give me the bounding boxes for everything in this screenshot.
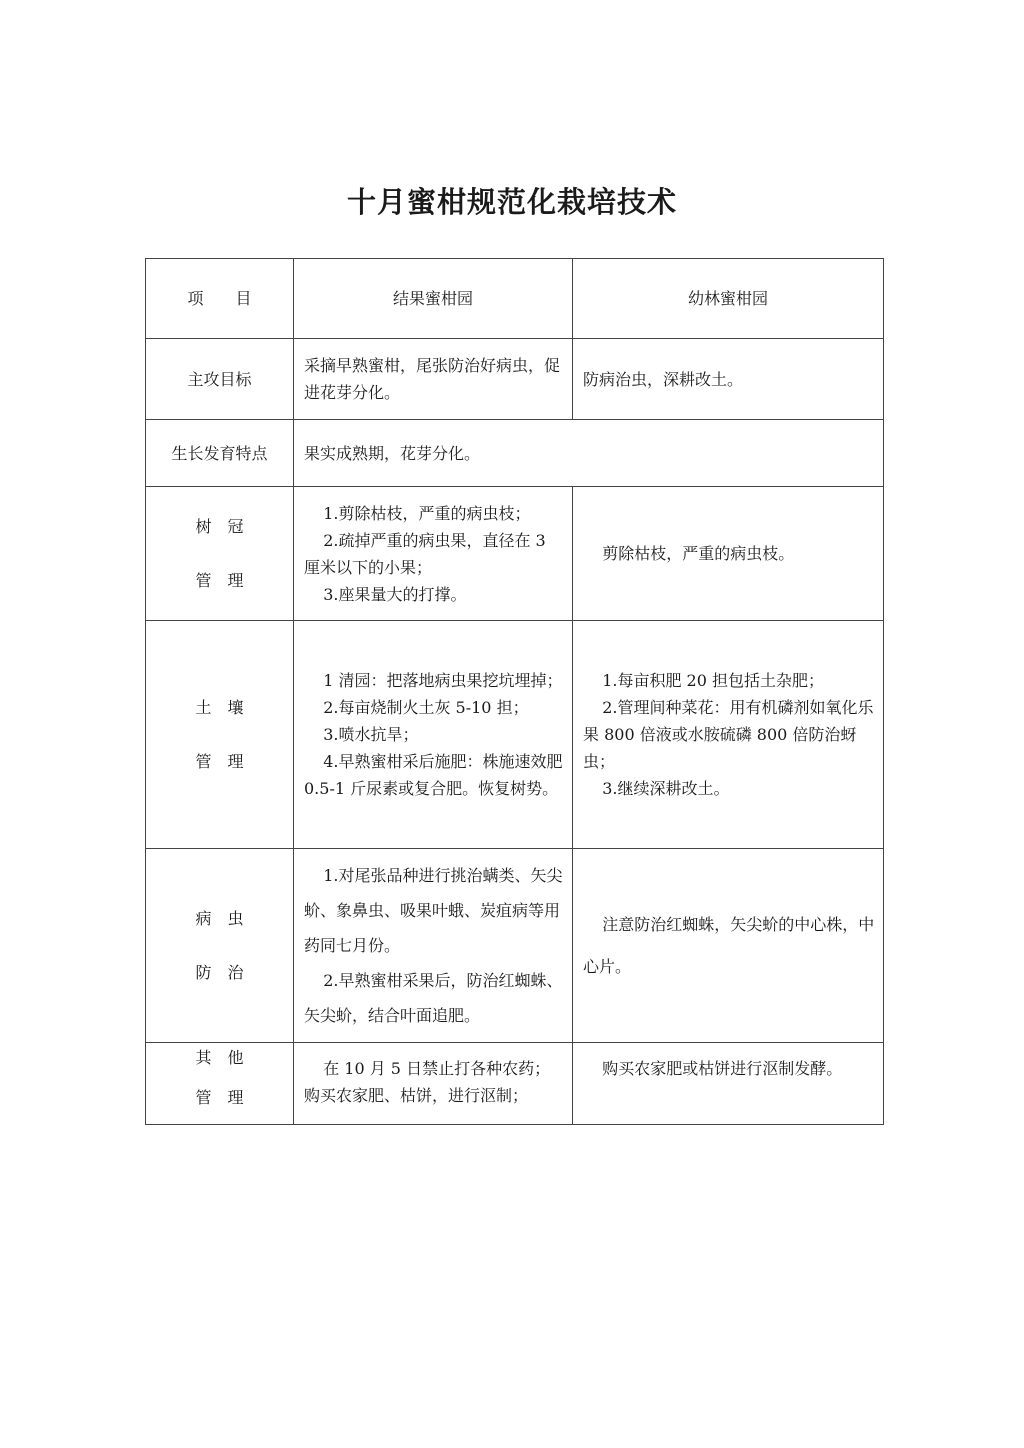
soil-fruiting-item: 3.喷水抗旱； xyxy=(323,725,419,744)
crown-label-line1: 树 冠 xyxy=(195,516,244,536)
crown-fruiting-item: 2.疏掉严重的病虫果，直径在 3 厘米以下的小果； xyxy=(304,530,546,577)
pest-label-line2: 防 治 xyxy=(195,962,244,982)
other-young-text: 购买农家肥或枯饼进行沤制发酵。 xyxy=(602,1059,843,1078)
table-row-crown xyxy=(146,487,884,621)
soil-label-line2: 管 理 xyxy=(195,751,244,771)
target-young-text: 防病治虫，深耕改土。 xyxy=(583,369,744,389)
pest-label-line1: 病 虫 xyxy=(195,908,244,928)
other-label-line2: 管 理 xyxy=(195,1088,244,1107)
soil-fruiting-item: 1 清园：把落地病虫果挖坑埋掉； xyxy=(323,671,563,690)
soil-young-item: 2.管理间种菜花：用有机磷剂如氧化乐果 800 倍液或水胺硫磷 800 倍防治蚜虫； xyxy=(583,698,874,771)
crown-fruiting-item: 3.座果量大的打撑。 xyxy=(323,584,467,604)
target-fruiting-text: 采摘早熟蜜柑，尾张防治好病虫，促进花芽分化。 xyxy=(304,356,561,402)
crown-label-line2: 管 理 xyxy=(195,570,244,590)
soil-fruiting-item: 2.每亩烧制火土灰 5-10 担； xyxy=(323,698,529,717)
table-row-other xyxy=(146,1043,884,1125)
row-label-other xyxy=(146,1043,294,1125)
other-fruiting-cell xyxy=(294,1043,573,1125)
growth-cell xyxy=(294,420,884,487)
table-header-row xyxy=(146,259,884,339)
soil-young-item: 1.每亩积肥 20 担包括土杂肥； xyxy=(602,671,824,690)
soil-young-item: 3.继续深耕改土。 xyxy=(602,779,730,798)
row-label-target: 主攻目标 xyxy=(146,339,294,420)
crown-young-text: 剪除枯枝，严重的病虫枝。 xyxy=(602,544,795,563)
pest-fruiting-cell xyxy=(294,849,573,1043)
crown-young-cell xyxy=(573,487,884,621)
row-label-crown xyxy=(146,487,294,621)
other-young-cell xyxy=(573,1043,884,1125)
header-young-orchard: 幼林蜜柑园 xyxy=(573,259,884,339)
pest-fruiting-item: 1.对尾张品种进行挑治螨类、矢尖蚧、象鼻虫、吸果叶蛾、炭疽病等用药同七月份。 xyxy=(304,866,563,955)
pest-young-cell xyxy=(573,849,884,1043)
soil-young-cell xyxy=(573,621,884,849)
row-label-growth: 生长发育特点 xyxy=(146,420,294,487)
target-fruiting-cell xyxy=(294,339,573,420)
table-row-target xyxy=(146,339,884,420)
table-row-growth xyxy=(146,420,884,487)
other-fruiting-text: 在 10 月 5 日禁止打各种农药；购买农家肥、枯饼，进行沤制； xyxy=(304,1059,551,1105)
target-young-cell xyxy=(573,339,884,420)
growth-text: 果实成熟期，花芽分化。 xyxy=(304,443,481,463)
soil-label-line1: 土 壤 xyxy=(195,697,244,717)
header-item: 项 目 xyxy=(146,259,294,339)
soil-fruiting-cell xyxy=(294,621,573,849)
pest-fruiting-item: 2.早熟蜜柑采果后，防治红蜘蛛、矢尖蚧，结合叶面追肥。 xyxy=(304,971,563,1025)
document-title: 十月蜜柑规范化栽培技术 xyxy=(346,185,677,219)
table-row-soil xyxy=(146,621,884,849)
other-label-line1: 其 他 xyxy=(195,1048,244,1067)
crown-fruiting-cell xyxy=(294,487,573,621)
cultivation-table xyxy=(145,258,884,1125)
soil-fruiting-item: 4.早熟蜜柑采后施肥：株施速效肥 0.5-1 斤尿素或复合肥。恢复树势。 xyxy=(304,752,563,798)
pest-young-text: 注意防治红蜘蛛，矢尖蚧的中心株，中心片。 xyxy=(583,914,875,976)
row-label-pest xyxy=(146,849,294,1043)
crown-fruiting-item: 1.剪除枯枝，严重的病虫枝； xyxy=(323,503,531,523)
table-row-pest xyxy=(146,849,884,1043)
row-label-soil xyxy=(146,621,294,849)
header-fruiting-orchard: 结果蜜柑园 xyxy=(294,259,573,339)
